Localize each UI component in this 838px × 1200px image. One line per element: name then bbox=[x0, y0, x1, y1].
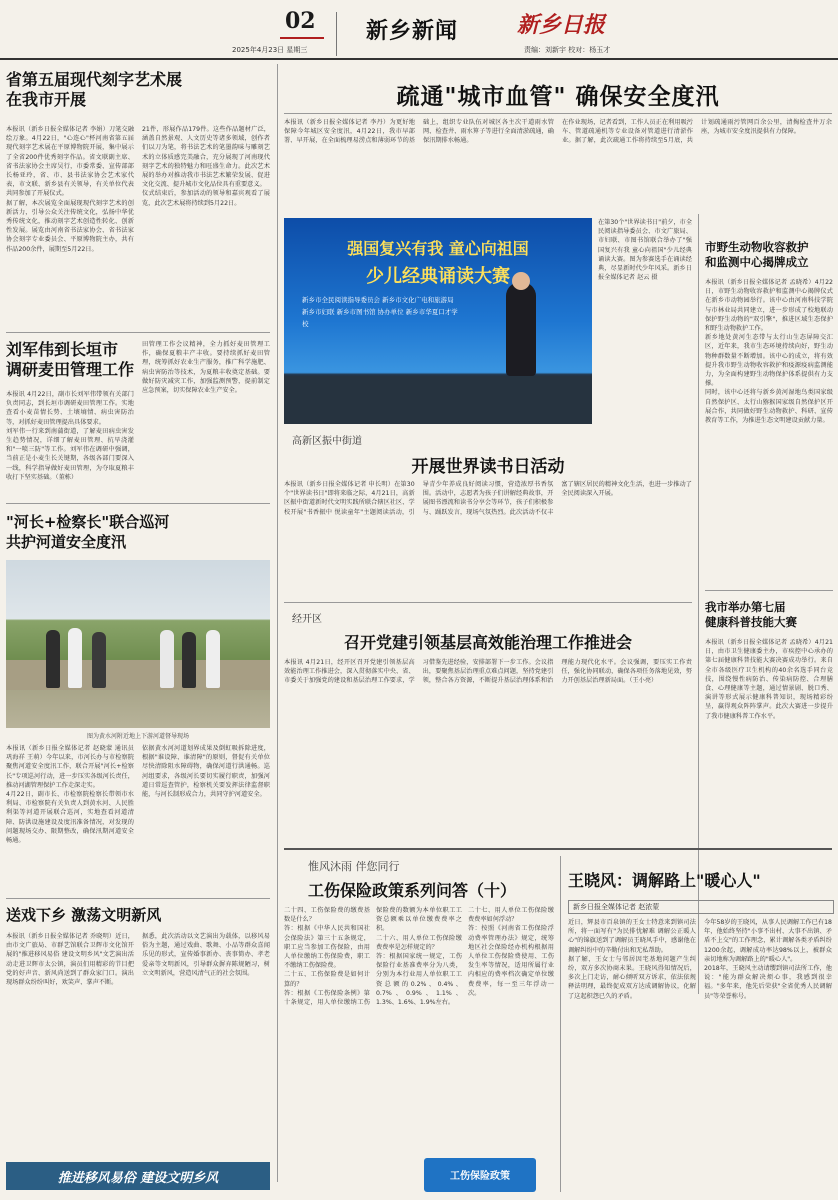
performer-figure bbox=[506, 282, 536, 376]
divider bbox=[6, 332, 270, 333]
article-body: 本报讯 4月22日，副市长刘军伟带领有关部门负责同志，到长垣市调研麦田管理工作。实地查看小麦苗情长势、土壤墒情、病虫害防治等，对抓好麦田管理提出具体要求。 刘军伟一行来到南蒲街道，了解麦田病虫害发生趋势情况，详细了解麦田管理、抗旱浇灌和"一喷三防"等工作。刘军伟在调研中强调，当前正是小麦生长关键期，各级各部门要深入一线，科学指导做好麦田管理，为夺取夏粮丰收打下坚实基础。（董栋） bbox=[6, 391, 134, 481]
reading-contest-photo bbox=[284, 218, 592, 424]
figure-person bbox=[68, 628, 82, 688]
headline-line2: 共护河道安全度汛 bbox=[6, 533, 127, 551]
lead-headline: 疏通"城市血管" 确保安全度汛 bbox=[396, 84, 720, 110]
bottom-column-rule bbox=[560, 856, 561, 1192]
article-wildlife-center bbox=[705, 240, 833, 270]
figure-person bbox=[206, 630, 220, 688]
lead-rule bbox=[284, 113, 832, 114]
photo-caption: 图为黄水河附近地上下游河道督导现场 bbox=[86, 733, 189, 740]
masthead-divider bbox=[336, 12, 337, 56]
article-body: 本报讯 4月21日，经开区召开党建引领基层高效能治理工作推进会，深入贯彻落实中央、省、市委关于加强党的建设和基层治理工作要求，学习借鉴先进经验，安排部署下一步工作。会议指出，要聚焦基层治理重点难点问题，坚持党建引领，整合各方资源，不断提升基层治理体系和治理能力现代化水平。会议强调，要压实工作责任，强化协同联动，确保各项任务落地见效，努力开创基层治理新局面。（王小亮） bbox=[284, 659, 692, 685]
article-body-continued: 田管理工作会议精神，全力抓好麦田管理工作，确保夏粮丰产丰收。要持续抓好麦田管理，统筹抓好农业生产服务，推广科学施肥、病虫害防治等技术，为夏粮丰收奠定基础。要做好防灾减灾工作，加强监测预警，提前制定应急预案，切实保障农业生产安全。 bbox=[142, 341, 270, 395]
masthead-rule bbox=[0, 58, 838, 60]
headline-line1: 省第五届现代刻字艺术展 bbox=[6, 70, 183, 89]
column-rule-left bbox=[277, 64, 278, 1182]
article-body: 本报讯（新乡日报全媒体记者 孟晓希）4月21日，由市卫生健康委主办，市疾控中心承办的第七届健康科普技能大赛决赛成功举行。来自全市各级医疗卫生机构的40余名选手同台竞技，围绕慢性病防治、传染病防控、合理膳食、心理健康等主题，通过情景剧、脱口秀、演讲等形式展示健康科普知识，现场精彩纷呈，赢得观众阵阵掌声。此次大赛进一步提升了我市健康科普工作水平。 bbox=[705, 639, 833, 720]
footer-banner-text: 推进移风易俗 建设文明乡风 bbox=[57, 1171, 219, 1186]
article-body-continued: 据悉，此次活动以文艺演出为载体，以移风易俗为主题，通过戏曲、歌舞、小品等群众喜闻乐见的形式，宣传婚事新办、丧事简办、孝老爱亲等文明新风，引导群众摒弃陈规陋习，树立文明新风，营造风清气正的社会氛围。 bbox=[142, 933, 270, 977]
article-body-continued: 依据黄水河河道划界成果及倒虹吸拆除进度，根据"谁设障、谁清障"的原则，督促有关单位尽快清除阻水障碍物，确保河道行洪通畅。巡河组要求，各级河长要切实履行职责，加强河道日常巡查管护，检察机关要发挥法律监督职能，与河长制形成合力，共同守护河道安全。 bbox=[142, 745, 270, 799]
headline-reading-day: 开展世界读书日活动 bbox=[411, 457, 565, 477]
photo-caption: 在第30个"世界读书日"前夕，市全民阅读指导委员会、市文广旅局、市妇联、市图书馆联合举办了"强国复兴有我 童心向祖国"少儿经典诵读大赛。图为参赛选手在诵读经典，尽显新时代少年风采。新乡日报全媒体记者 赵云 摄 bbox=[598, 219, 692, 282]
divider bbox=[6, 898, 270, 899]
figure-person bbox=[92, 632, 106, 688]
performer-head bbox=[512, 272, 530, 290]
article-body: 本报讯（新乡日报全媒体记者 乔晓明）近日，由市文广旅局、市群艺馆联合卫辉市文化馆开展的"推进移风易俗 建设文明乡风"文艺演出活动走进卫辉市太公镇，演员们用精彩的节目把党的好声音、新风尚送到了群众家门口。演出现场群众纷纷叫好，欢笑声、掌声不断。 bbox=[6, 933, 134, 987]
paper-logo: 新乡日报 bbox=[517, 12, 606, 38]
headline-line1: 市野生动物收容救护 bbox=[705, 240, 809, 254]
section-title: 新乡新闻 bbox=[366, 19, 459, 44]
page-number-underline bbox=[280, 37, 324, 39]
article-body: 本报讯（新乡日报全媒体记者 李娟）刀笔交融绘万象。4月22日，"心连心"杯河南省第五届现代刻字艺术展在平原博物院开展，集中展示了全省200件优秀刻字作品。省文联副主席、省书法家协会主席吴行，市委常委、宣传部部长杨亚玲，省、市、县书法家协会艺术家代表，市文联、新乡县有关领导，有关单位代表共同参加了开展仪式。 据了解，本次展览全面展现现代刻字艺术的创新活力，引导公众关注传统文化，弘扬中华优秀传统文化，推动刻字艺术创造性转化、创新性发展。展览由河南省书法家协会、省书法家协会刻字专业委员会、平原博物院主办，共有作品200余件，展期至5月22日。 bbox=[6, 126, 134, 253]
kicker: 惟风沐雨 伴您同行 bbox=[308, 860, 400, 873]
headline-mediator: 王晓风：调解路上"暖心人" bbox=[568, 871, 761, 890]
headline-line2: 调研麦田管理工作 bbox=[6, 360, 135, 379]
divider bbox=[6, 503, 270, 504]
insurance-logo bbox=[424, 1158, 536, 1192]
article-body-continued: 21件，形展作品179件。这些作品题材广泛，涵盖自然景观、人文历史等诸多领域，创作者们以刀为笔，将书法艺术的笔墨韵味与雕刻艺术的立体质感完美融合，充分展现了河南现代刻字艺术的独特魅力和旺盛生命力。此次艺术展的举办对推动我市书法艺术繁荣发展、促进文化交流、提升城市文化品位具有重要意义。 仪式结束后，参加活动的领导和嘉宾观看了展览，此次艺术展将持续到5月22日。 bbox=[142, 126, 270, 207]
article-body: 近日，辉县市百泉镇的王女士特意来到镇司法所，将一面写有"为民排忧解难 调解公正暖人心"的锦旗送到了调解员王晓风手中，感谢他在调解纠纷中的辛勤付出和无私帮助。 据了解，王女士与邻居因宅基地问题产生纠纷，双方多次协商未果。王晓风得知情况后，多次上门走访，耐心倾听双方诉求，依法依规释法明理，最终促成双方达成调解协议，化解了这起积怨已久的矛盾。 今年58岁的王晓风，从事人民调解工作已有18年，他始终坚持"小事不出村、大事不出镇、矛盾不上交"的工作理念，累计调解各类矛盾纠纷1200余起，调解成功率达98%以上，被群众亲切地称为调解路上的"暖心人"。 2018年，王晓风主动请缨到镇司法所工作，他说："能为群众解决烦心事，我感到很幸福。"多年来，他先后荣获"全省优秀人民调解员"等荣誉称号。 bbox=[568, 919, 832, 1000]
byline-box bbox=[568, 900, 834, 914]
article-body: 本报讯（新乡日报全媒体记者 申长明）在第30个"世界读书日"即将来临之际，4月21日，高新区振中街道新时代文明实践所联合辖区社区、学校开展"书香振中 悦读童年"主题阅读活动，引导青少年养成良好阅读习惯，营造浓厚书香氛围。活动中，志愿者为孩子们讲解经典故事，开展图书漂流和读书分享会等环节，孩子们积极参与、踊跃发言，现场气氛热烈。此次活动不仅丰富了辖区居民的精神文化生活，也进一步推动了全民阅读深入开展。 bbox=[284, 481, 692, 516]
bottom-divider bbox=[284, 848, 832, 850]
banner-title: 强国复兴有我 童心向祖国 bbox=[347, 239, 529, 258]
headline-culture-tour: 送戏下乡 激荡文明新风 bbox=[6, 906, 162, 924]
article-body: 本报讯（新乡日报全媒体记者 孟晓希）4月22日，市野生动物收容救护和监测中心揭牌仪式在新乡市动物园举行。该中心由河南科技学院与市林业局共同建立，进一步形成了校地联动保护野生动物的"双引擎"，推进区域生态保护和野生动物救护工作。 新乡地处黄河生态带与太行山生态屏障交汇区，近年来，我市生态环境持续向好，野生动物种群数量不断增加。该中心的成立，将有效提升我市野生动物收容救护和疫源疫病监测能力，为全面构建野生动物保护体系提供有力支撑。 同时，该中心还将与新乡黄河湿地鸟类国家级自然保护区、太行山猕猴国家级自然保护区开展合作，共同做好野生动物救护、科研、宣传教育等工作，为推进生态文明建设贡献力量。 bbox=[705, 279, 833, 425]
lead-body: 本报讯（新乡日报全媒体记者 李丹）为更好地保障今年城区安全度汛，4月22日，我市早部署、早开展，在全面梳理易涝点和薄弱环节的基础上，组织专业队伍对城区各主次干道雨水管网、检查井、雨水箅子等进行全面清淤疏通，确保汛期排水畅通。 在作业现场，记者看到，工作人员正在利用吸污车、管道疏通机等专业设备对管道进行清淤作业。据了解，此次疏通工作将持续至5月底，共计划疏通雨污管网百余公里，清掏检查井万余座，为城市安全度汛提供有力保障。 bbox=[284, 119, 832, 145]
headline-line1: 我市举办第七届 bbox=[705, 600, 786, 614]
figure-person bbox=[160, 630, 174, 688]
insurance-logo-text: 工伤保险政策 bbox=[450, 1171, 510, 1182]
article-body: 本报讯（新乡日报全媒体记者 赵晓蒙 通讯员 巩海祥 王萌）今年以来，市河长办与市检察院聚焦河道安全度汛工作，联合开展"河长+检察长"专项巡河行动，进一步压实各级河长责任，推动河湖管理保护工作走深走实。 4月22日，副市长、市检察院检察长带领市水利局、市检察院有关负责人到黄水河、人民胜利渠等河道开展联合巡河，实地查看河道清障、防洪设施建设及度汛准备情况，对发现的问题现场交办、限期整改，确保汛期河道安全畅通。 bbox=[6, 745, 134, 845]
article-river-patrol bbox=[6, 512, 270, 552]
headline-insurance-qa: 工伤保险政策系列问答（十） bbox=[308, 881, 517, 900]
kicker: 高新区振中街道 bbox=[292, 436, 362, 447]
headline-line1: 刘军伟到长垣市 bbox=[6, 340, 119, 359]
banner-subtitle: 少儿经典诵读大赛 bbox=[366, 266, 510, 287]
headline-line2: 和监测中心揭牌成立 bbox=[705, 255, 809, 269]
article-health-contest bbox=[705, 600, 833, 630]
headline-line2: 健康科普技能大赛 bbox=[705, 615, 797, 629]
divider bbox=[284, 602, 692, 603]
editor-credits: 责编：刘新宇 校对：杨玉才 bbox=[524, 46, 611, 54]
river-patrol-photo bbox=[6, 560, 270, 728]
sponsor-list: 新乡市全民阅读指导委员会 新乡市文化广电和旅游局 新乡市妇联 新乡市图书馆 协办单位 新乡市华夏口才学校 bbox=[302, 296, 458, 328]
figure-person bbox=[46, 630, 60, 688]
headline-line1: "河长+检察长"联合巡河 bbox=[6, 513, 170, 531]
masthead bbox=[0, 0, 838, 60]
issue-date: 2025年4月23日 星期三 bbox=[232, 46, 308, 54]
article-carving-exhibition bbox=[6, 70, 270, 116]
byline: 新乡日报全媒体记者 赵浓蒙 bbox=[573, 903, 660, 911]
figure-person bbox=[182, 632, 196, 688]
article-body: 二十四、工伤保险费的缴费基数是什么？ 答：根据《中华人民共和国社会保险法》第三十五条规定，职工应当参加工伤保险，由用人单位缴纳工伤保险费，职工不缴纳工伤保险费。 二十五、工伤保险费是如何计算的？ 答：根据《工伤保险条例》第十条规定，用人单位缴纳工伤保险费的数额为本单位职工工资总额乘以单位缴费费率之积。 二十六、用人单位工伤保险缴费费率是怎样规定的？ 答：根据国家统一规定，工伤保险行业基准费率分为八类，分别为本行业用人单位职工工资总额的0.2%、0.4%、0.7%、0.9%、1.1%、1.3%、1.6%、1.9%左右。 二十七、用人单位工伤保险缴费费率如何浮动？ 答：按照《河南省工伤保险浮动费率管理办法》规定，统筹地区社会保险经办机构根据用人单位工伤保险费使用、工伤发生率等情况，适用所属行业内相应的费率档次确定单位缴费费率，每一至三年浮动一次。 bbox=[284, 907, 554, 1007]
kicker: 经开区 bbox=[292, 614, 322, 625]
stage-floor bbox=[284, 376, 592, 424]
headline-line2: 在我市开展 bbox=[6, 90, 87, 109]
headline-party-building: 召开党建引领基层高效能治理工作推进会 bbox=[343, 633, 632, 652]
page-number: 02 bbox=[285, 8, 316, 34]
footer-banner bbox=[6, 1162, 270, 1190]
divider bbox=[705, 590, 833, 591]
